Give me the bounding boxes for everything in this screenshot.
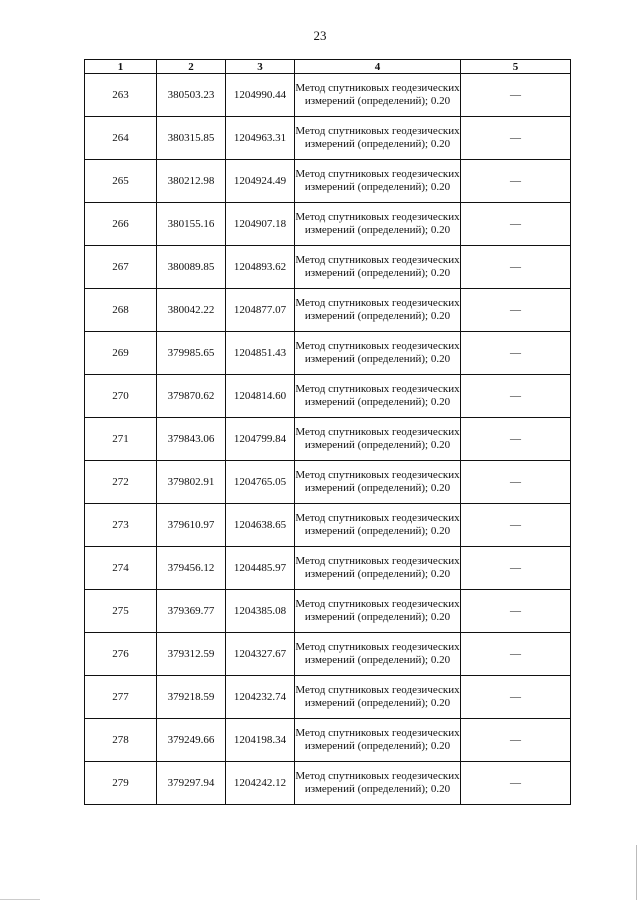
point-number-cell: 268 [85, 289, 157, 332]
y-coordinate-cell: 1204893.62 [226, 246, 295, 289]
note-cell: — [461, 590, 571, 633]
page-number: 23 [313, 28, 327, 43]
x-coordinate-cell: 379843.06 [157, 418, 226, 461]
column-header-3: 3 [226, 60, 295, 74]
method-accuracy-cell: Метод спутниковых геодезических измерений (определений); 0.20 [295, 418, 461, 461]
x-coordinate-cell: 379249.66 [157, 719, 226, 762]
point-number-cell: 276 [85, 633, 157, 676]
table-row [85, 547, 571, 590]
method-accuracy-cell: Метод спутниковых геодезических измерений (определений); 0.20 [295, 203, 461, 246]
method-accuracy-cell: Метод спутниковых геодезических измерений (определений); 0.20 [295, 676, 461, 719]
point-number-cell: 267 [85, 246, 157, 289]
method-accuracy-cell: Метод спутниковых геодезических измерений (определений); 0.20 [295, 762, 461, 805]
point-number-cell: 274 [85, 547, 157, 590]
method-accuracy-cell: Метод спутниковых геодезических измерений (определений); 0.20 [295, 504, 461, 547]
table-body [85, 74, 571, 805]
point-number-cell: 264 [85, 117, 157, 160]
table-row [85, 504, 571, 547]
x-coordinate-cell: 379870.62 [157, 375, 226, 418]
note-cell: — [461, 547, 571, 590]
note-cell: — [461, 418, 571, 461]
y-coordinate-cell: 1204242.12 [226, 762, 295, 805]
x-coordinate-cell: 379218.59 [157, 676, 226, 719]
table-header [85, 60, 571, 74]
header-row [85, 60, 571, 74]
point-number-cell: 263 [85, 74, 157, 117]
note-cell: — [461, 461, 571, 504]
table-row [85, 719, 571, 762]
column-header-5: 5 [461, 60, 571, 74]
y-coordinate-cell: 1204799.84 [226, 418, 295, 461]
note-cell: — [461, 719, 571, 762]
table-row [85, 289, 571, 332]
x-coordinate-cell: 380503.23 [157, 74, 226, 117]
x-coordinate-cell: 380042.22 [157, 289, 226, 332]
table-row [85, 418, 571, 461]
point-number-cell: 277 [85, 676, 157, 719]
note-cell: — [461, 676, 571, 719]
bottom-edge-mark [0, 899, 40, 900]
note-cell: — [461, 375, 571, 418]
method-accuracy-cell: Метод спутниковых геодезических измерений (определений); 0.20 [295, 332, 461, 375]
y-coordinate-cell: 1204638.65 [226, 504, 295, 547]
table-row [85, 461, 571, 504]
point-number-cell: 270 [85, 375, 157, 418]
table-row [85, 246, 571, 289]
y-coordinate-cell: 1204232.74 [226, 676, 295, 719]
table-row [85, 160, 571, 203]
x-coordinate-cell: 379610.97 [157, 504, 226, 547]
column-header-2: 2 [157, 60, 226, 74]
point-number-cell: 269 [85, 332, 157, 375]
table-row [85, 633, 571, 676]
x-coordinate-cell: 379297.94 [157, 762, 226, 805]
x-coordinate-cell: 380155.16 [157, 203, 226, 246]
note-cell: — [461, 332, 571, 375]
point-number-cell: 278 [85, 719, 157, 762]
y-coordinate-cell: 1204851.43 [226, 332, 295, 375]
point-number-cell: 265 [85, 160, 157, 203]
y-coordinate-cell: 1204327.67 [226, 633, 295, 676]
column-header-4: 4 [295, 60, 461, 74]
note-cell: — [461, 117, 571, 160]
method-accuracy-cell: Метод спутниковых геодезических измерений (определений); 0.20 [295, 633, 461, 676]
point-number-cell: 266 [85, 203, 157, 246]
x-coordinate-cell: 380212.98 [157, 160, 226, 203]
table-row [85, 332, 571, 375]
method-accuracy-cell: Метод спутниковых геодезических измерений (определений); 0.20 [295, 719, 461, 762]
y-coordinate-cell: 1204385.08 [226, 590, 295, 633]
y-coordinate-cell: 1204814.60 [226, 375, 295, 418]
table-row [85, 762, 571, 805]
note-cell: — [461, 160, 571, 203]
y-coordinate-cell: 1204198.34 [226, 719, 295, 762]
method-accuracy-cell: Метод спутниковых геодезических измерений (определений); 0.20 [295, 461, 461, 504]
table-row [85, 590, 571, 633]
table-row [85, 117, 571, 160]
x-coordinate-cell: 379312.59 [157, 633, 226, 676]
x-coordinate-cell: 379802.91 [157, 461, 226, 504]
x-coordinate-cell: 380089.85 [157, 246, 226, 289]
method-accuracy-cell: Метод спутниковых геодезических измерений (определений); 0.20 [295, 590, 461, 633]
y-coordinate-cell: 1204485.97 [226, 547, 295, 590]
method-accuracy-cell: Метод спутниковых геодезических измерений (определений); 0.20 [295, 74, 461, 117]
point-number-cell: 271 [85, 418, 157, 461]
method-accuracy-cell: Метод спутниковых геодезических измерений (определений); 0.20 [295, 289, 461, 332]
note-cell: — [461, 246, 571, 289]
note-cell: — [461, 203, 571, 246]
y-coordinate-cell: 1204765.05 [226, 461, 295, 504]
x-coordinate-cell: 379985.65 [157, 332, 226, 375]
x-coordinate-cell: 379456.12 [157, 547, 226, 590]
method-accuracy-cell: Метод спутниковых геодезических измерений (определений); 0.20 [295, 160, 461, 203]
x-coordinate-cell: 379369.77 [157, 590, 226, 633]
table-row [85, 375, 571, 418]
margin-line [636, 845, 637, 900]
note-cell: — [461, 289, 571, 332]
point-number-cell: 273 [85, 504, 157, 547]
note-cell: — [461, 633, 571, 676]
y-coordinate-cell: 1204963.31 [226, 117, 295, 160]
y-coordinate-cell: 1204924.49 [226, 160, 295, 203]
y-coordinate-cell: 1204877.07 [226, 289, 295, 332]
column-header-1: 1 [85, 60, 157, 74]
table-row [85, 203, 571, 246]
y-coordinate-cell: 1204907.18 [226, 203, 295, 246]
note-cell: — [461, 762, 571, 805]
point-number-cell: 279 [85, 762, 157, 805]
note-cell: — [461, 504, 571, 547]
point-number-cell: 272 [85, 461, 157, 504]
note-cell: — [461, 74, 571, 117]
method-accuracy-cell: Метод спутниковых геодезических измерений (определений); 0.20 [295, 375, 461, 418]
y-coordinate-cell: 1204990.44 [226, 74, 295, 117]
table-row [85, 676, 571, 719]
table-row [85, 74, 571, 117]
coordinates-table [84, 59, 571, 805]
method-accuracy-cell: Метод спутниковых геодезических измерений (определений); 0.20 [295, 246, 461, 289]
method-accuracy-cell: Метод спутниковых геодезических измерений (определений); 0.20 [295, 547, 461, 590]
x-coordinate-cell: 380315.85 [157, 117, 226, 160]
point-number-cell: 275 [85, 590, 157, 633]
method-accuracy-cell: Метод спутниковых геодезических измерений (определений); 0.20 [295, 117, 461, 160]
